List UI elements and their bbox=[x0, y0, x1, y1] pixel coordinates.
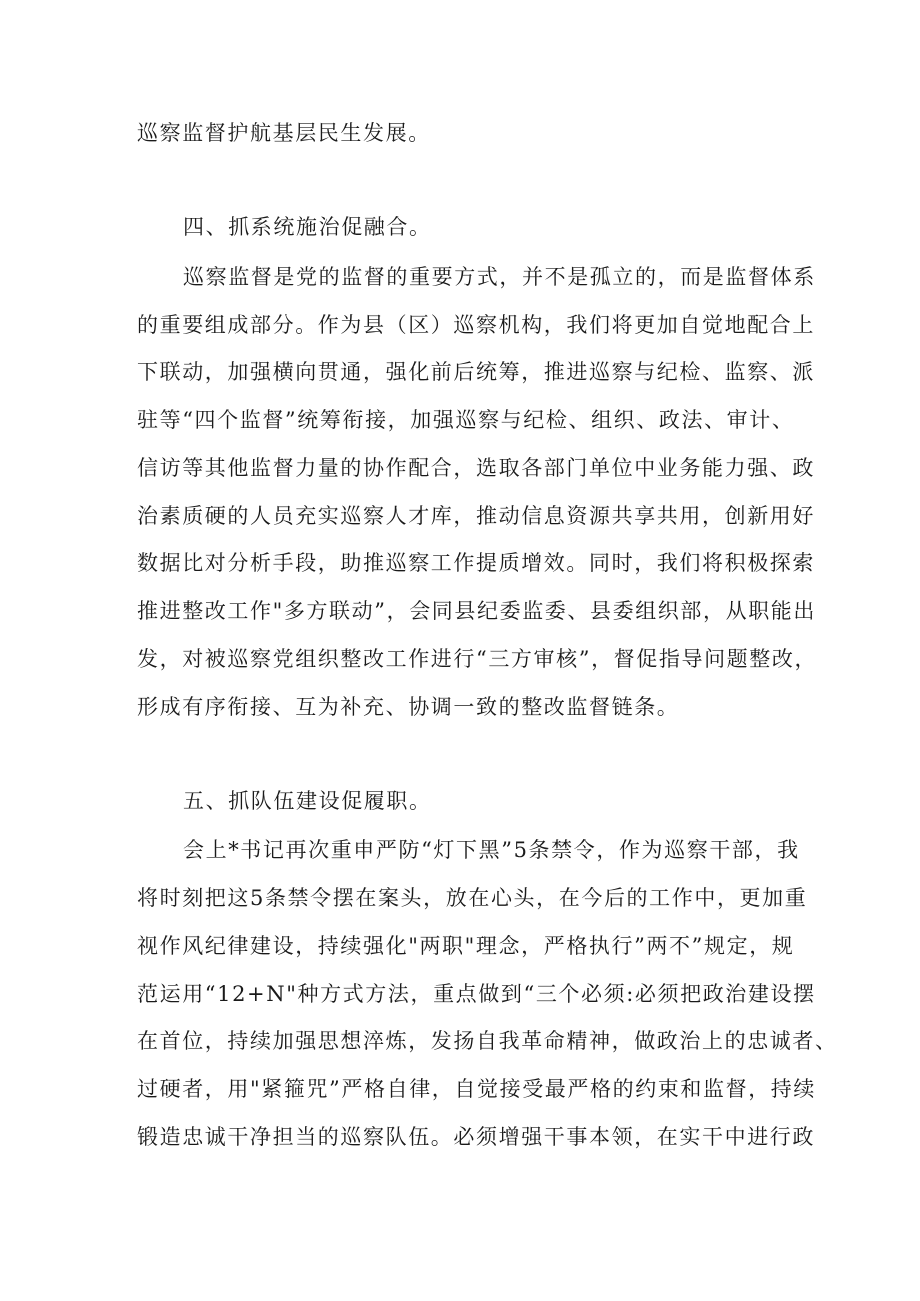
paragraph-line: 驻等“四个监督”统筹衔接，加强巡察与纪检、组织、政法、审计、 bbox=[137, 408, 795, 432]
paragraph-line: 将时刻把这5条禁令摆在案头，放在心头，在今后的工作中，更加重 bbox=[137, 886, 808, 910]
paragraph-line: 下联动，加强横向贯通，强化前后统筹，推进巡察与纪检、监察、派 bbox=[137, 360, 815, 384]
paragraph-line: 信访等其他监督力量的协作配合，选取各部门单位中业务能力强、政 bbox=[137, 456, 815, 480]
paragraph-line: 治素质硬的人员充实巡察人才库，推动信息资源共享共用，创新用好 bbox=[137, 504, 815, 528]
paragraph-line: 巡察监督是党的监督的重要方式，并不是孤立的，而是监督体系 bbox=[183, 265, 816, 289]
paragraph-line: 推进整改工作"多方联动”，会同县纪委监委、县委组织部，从职能出 bbox=[137, 599, 816, 623]
paragraph-line: 巡察监督护航基层民生发展。 bbox=[137, 121, 431, 145]
paragraph-line: 锻造忠诚干净担当的巡察队伍。必须增强干事本领，在实干中进行政 bbox=[137, 1125, 815, 1149]
paragraph-line: 在首位，持续加强思想淬炼，发扬自我革命精神，做政治上的忠诚者、 bbox=[137, 1029, 838, 1053]
paragraph-line: 发，对被巡察党组织整改工作进行“三方审核”，督促指导问题整改， bbox=[137, 647, 818, 671]
section-heading-4: 四、抓系统施治促融合。 bbox=[183, 215, 432, 239]
paragraph-line: 过硬者，用"紧箍咒”严格自律，自觉接受最严格的约束和监督，持续 bbox=[137, 1077, 816, 1101]
paragraph-line: 数据比对分析手段，助推巡察工作提质增效。同时，我们将积极探索 bbox=[137, 551, 815, 575]
paragraph-line: 的重要组成部分。作为县（区）巡察机构，我们将更加自觉地配合上 bbox=[137, 313, 815, 337]
paragraph-line: 会上*书记再次重申严防“灯下黑”5条禁令，作为巡察干部，我 bbox=[183, 838, 800, 862]
paragraph-line: 范运用“12+N"种方式方法，重点做到“三个必须:必须把政治建设摆 bbox=[137, 982, 816, 1006]
paragraph-line: 形成有序衔接、互为补充、协调一致的整改监督链条。 bbox=[137, 695, 680, 719]
section-heading-5: 五、抓队伍建设促履职。 bbox=[183, 789, 432, 813]
paragraph-line: 视作风纪律建设，持续强化"两职"理念，严格执行”两不”规定，规 bbox=[137, 934, 795, 958]
